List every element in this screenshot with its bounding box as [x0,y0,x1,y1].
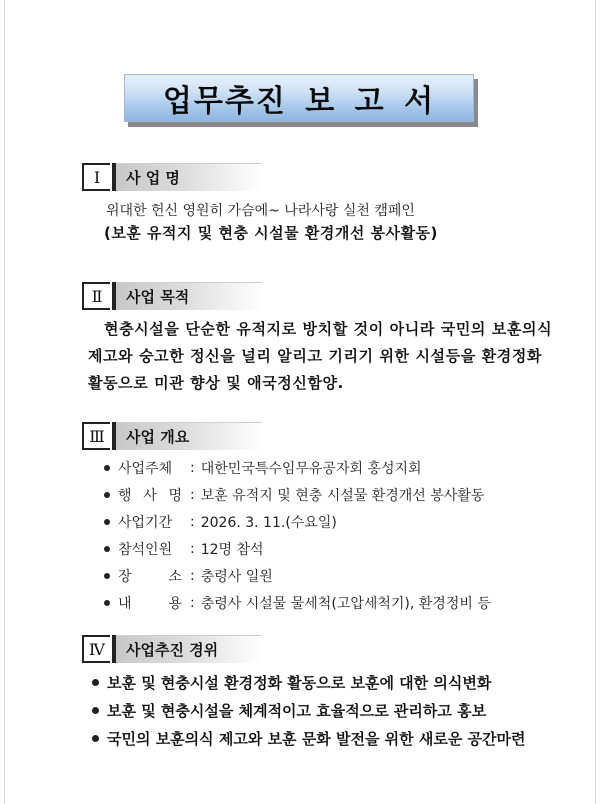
overview-colon: : [190,595,195,611]
section-header-1 [82,163,262,191]
report-title: 업무추진 보 고 서 [162,84,436,119]
bullet-icon [104,600,110,606]
section-title: 사 업 명 [116,163,262,191]
overview-colon: : [190,568,195,584]
overview-item [104,485,484,505]
overview-label: 참석인원 [118,542,173,558]
title-box [124,74,474,122]
overview-label: 장 소 [118,569,182,585]
overview-colon: : [190,460,195,476]
purpose-line3: 활동으로 미관 향상 및 애국정신함양. [88,374,344,392]
business-name-line1: 위대한 헌신 영원히 가슴에~ 나라사랑 실천 캠페인 [106,203,415,219]
bullet-icon [104,546,110,552]
section-number: Ⅱ [82,282,110,310]
overview-value: 충령사 시설물 물세척(고압세척기), 환경정비 등 [200,596,491,612]
business-name-line2: (보훈 유적지 및 현충 시설물 환경개선 봉사활동) [104,224,438,242]
section-header-4 [82,635,262,663]
bullet-icon [104,465,110,471]
overview-item [104,512,337,532]
report-title-banner [124,74,474,124]
overview-colon: : [190,514,195,530]
progress-item [92,671,491,693]
section-header-2 [82,282,262,310]
purpose-line1: 현충시설을 단순한 유적지로 방치할 것이 아니라 국민의 보훈의식 [104,320,553,338]
section-number: Ⅳ [82,635,110,663]
progress-text: 국민의 보훈의식 제고와 보훈 문화 발전을 위한 새로운 공간마련 [107,729,526,748]
overview-value: 충령사 일원 [200,569,273,585]
overview-colon: : [190,541,195,557]
overview-label: 사업주체 [118,461,173,477]
section-title: 사업 개요 [116,422,262,450]
overview-label: 사업기간 [118,515,173,531]
bullet-icon [104,573,110,579]
overview-item [104,458,422,478]
bullet-icon [92,707,99,714]
section-title: 사업추진 경위 [116,635,262,663]
overview-value: 12명 참석 [200,542,264,558]
overview-item [104,539,264,559]
overview-value: 보훈 유적지 및 현충 시설물 환경개선 봉사활동 [200,488,485,504]
overview-label: 내 용 [118,596,182,612]
bullet-icon [104,492,110,498]
progress-text: 보훈 및 현충시설 환경정화 활동으로 보훈에 대한 의식변화 [107,673,492,692]
purpose-line2: 제고와 숭고한 정신을 널리 알리고 기리기 위한 시설등을 환경정화 [88,347,543,365]
section-number: Ⅰ [82,163,110,191]
overview-colon: : [190,487,195,503]
progress-text: 보훈 및 현충시설을 체계적이고 효율적으로 관리하고 홍보 [107,701,487,720]
progress-item [92,699,486,721]
overview-value: 대한민국특수임무유공자회 홍성지회 [200,461,422,477]
section-title: 사업 목적 [116,282,262,310]
bullet-icon [104,519,110,525]
bullet-icon [92,679,99,686]
overview-value: 2026. 3. 11.(수요일) [200,515,337,531]
overview-item [104,593,491,613]
overview-label: 행 사 명 [118,488,182,504]
bullet-icon [92,735,99,742]
section-header-3 [82,422,262,450]
section-number: Ⅲ [82,422,110,450]
progress-item [92,727,526,749]
overview-item [104,566,273,586]
